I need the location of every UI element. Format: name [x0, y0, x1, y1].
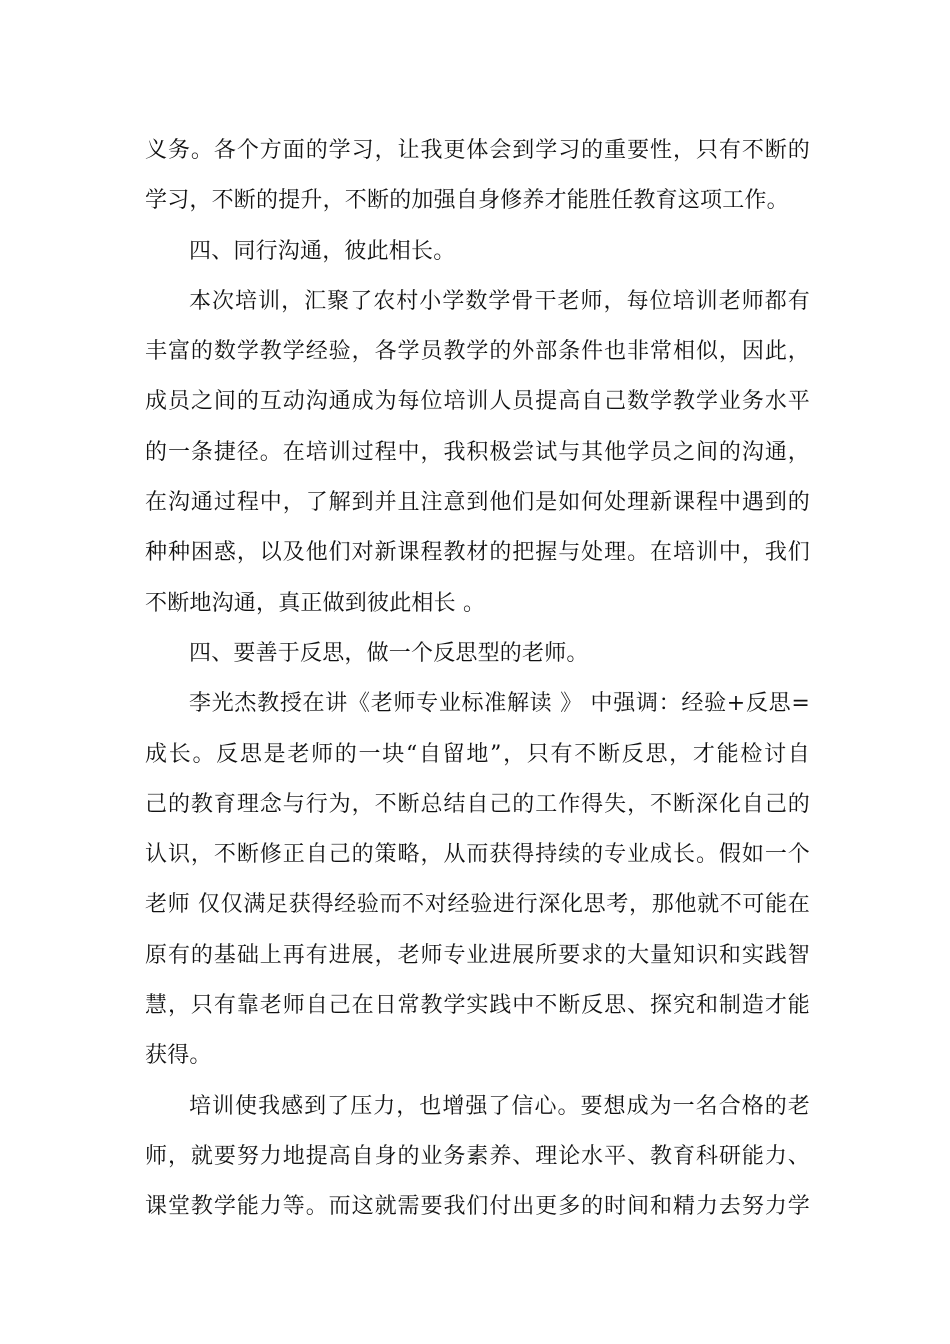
text-line: 学习，不断的提升，不断的加强自身修养才能胜任教育这项工作。: [145, 188, 789, 214]
text-line: 老师 仅仅满足获得经验而不对经验进行深化思考，那他就不可能在: [145, 892, 810, 918]
text-line: 己的教育理念与行为，不断总结自己的工作得失，不断深化自己的: [145, 791, 810, 817]
text-line: 培训使我感到了压力，也增强了信心。要想成为一名合格的老: [189, 1093, 810, 1119]
section-heading: 四、要善于反思，做一个反思型的老师。: [189, 640, 589, 666]
text-line: 的一条捷径。在培训过程中，我积极尝试与其他学员之间的沟通，: [145, 439, 810, 465]
text-line: 本次培训，汇聚了农村小学数学骨干老师，每位培训老师都有: [189, 288, 810, 314]
text-line: 慧，只有靠老师自己在日常教学实践中不断反思、探究和制造才能: [145, 993, 810, 1019]
text-line: 义务。各个方面的学习，让我更体会到学习的重要性，只有不断的: [145, 138, 810, 163]
text-line: 在沟通过程中，了解到并且注意到他们是如何处理新课程中遇到的: [145, 490, 810, 516]
text-line: 不断地沟通，真正做到彼此相长 。: [145, 590, 486, 616]
text-line: 成员之间的互动沟通成为每位培训人员提高自己数学教学业务水平: [145, 389, 810, 415]
text-line: 课堂教学能力等。而这就需要我们付出更多的时间和精力去努力学: [145, 1194, 810, 1220]
text-line: 李光杰教授在讲《老师专业标准解读 》 中强调：经验+反思=: [189, 691, 810, 717]
text-line: 师，就要努力地提高自身的业务素养、理论水平、教育科研能力、: [145, 1143, 810, 1169]
text-line: 丰富的数学教学经验，各学员教学的外部条件也非常相似，因此，: [145, 339, 810, 365]
section-heading: 四、同行沟通，彼此相长。: [189, 238, 456, 264]
text-line: 获得。: [145, 1043, 212, 1069]
text-line: 认识，不断修正自己的策略，从而获得持续的专业成长。假如一个: [145, 842, 810, 868]
body-text: [145, 126, 810, 1233]
text-line: 成长。反思是老师的一块“自留地”，只有不断反思，才能检讨自: [145, 741, 810, 767]
text-line: 原有的基础上再有进展，老师专业进展所要求的大量知识和实践智: [145, 942, 810, 968]
text-line: 种种困惑，以及他们对新课程教材的把握与处理。在培训中，我们: [145, 540, 810, 566]
